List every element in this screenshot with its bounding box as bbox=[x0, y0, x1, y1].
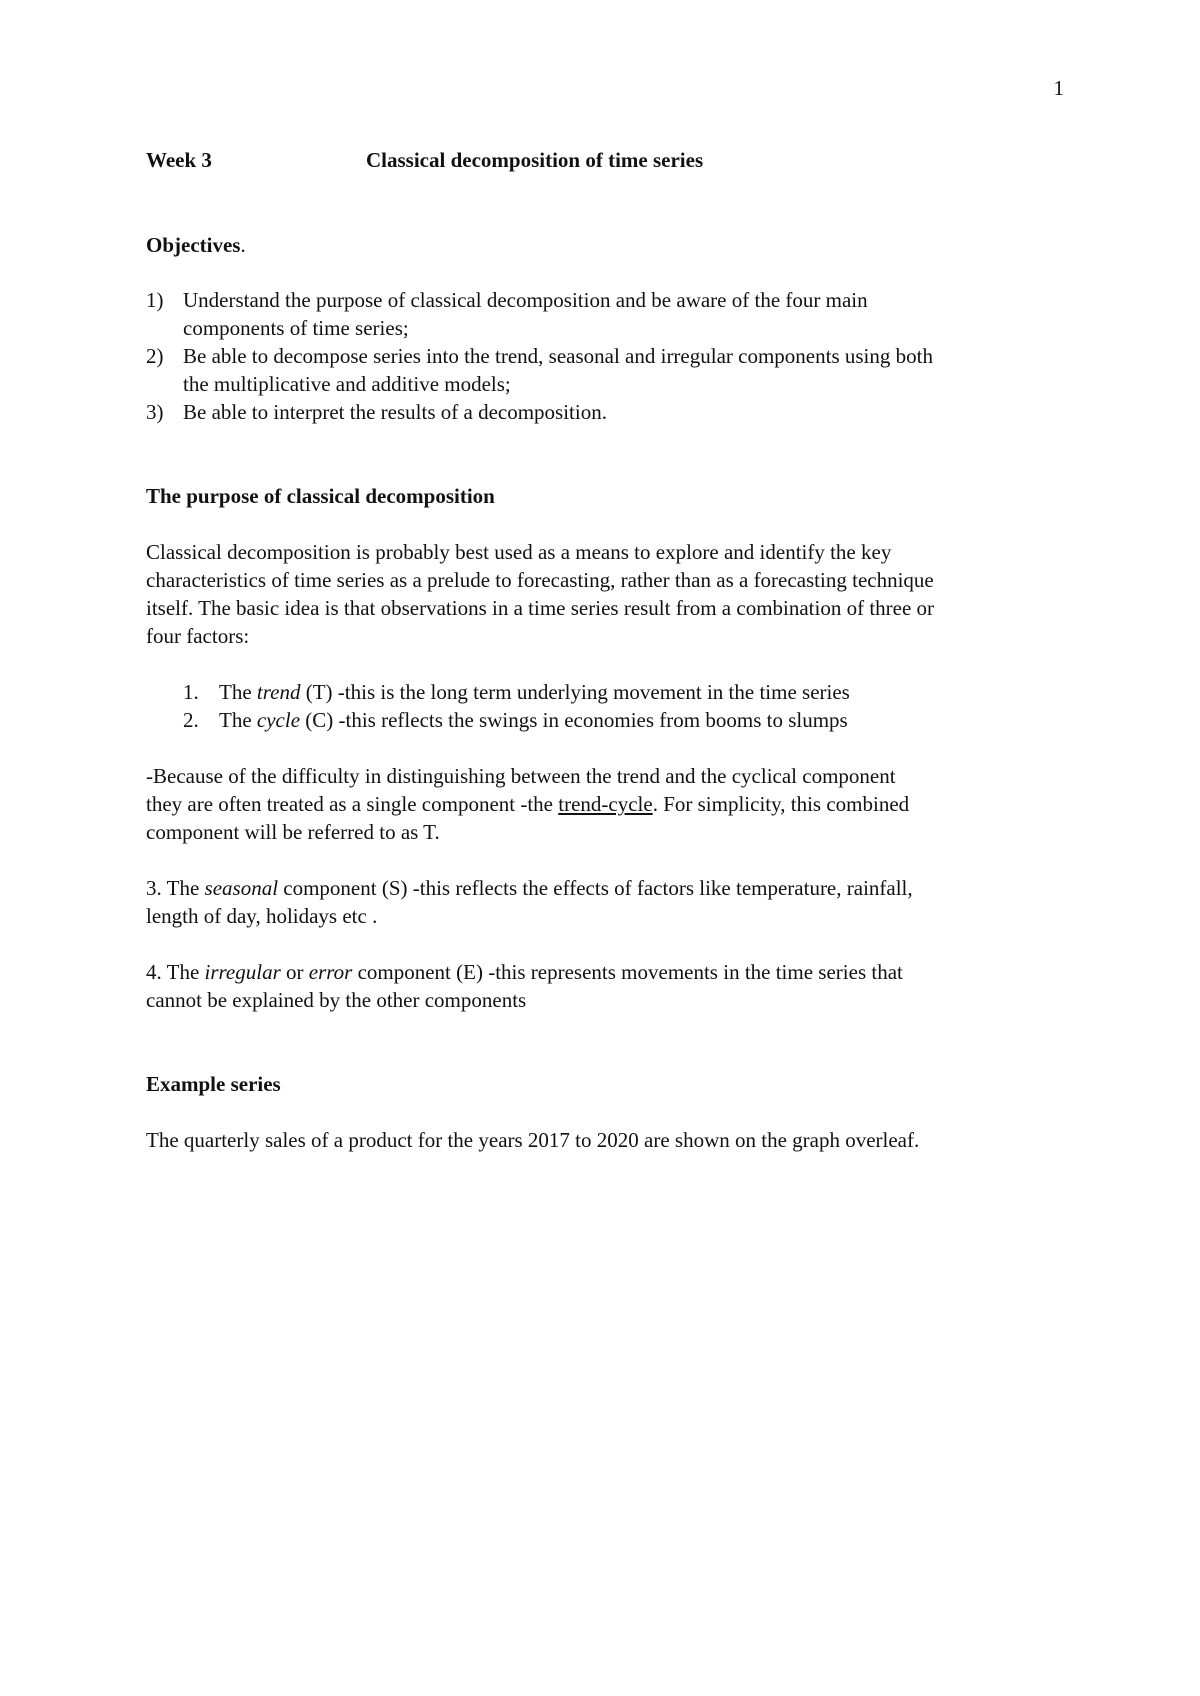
trend-cycle-paragraph: -Because of the difficulty in distinguishing between the trend and the cyclical component they are often treated as a single component -the trend-cycle. For simplicity, this combined component will be referred to as T. bbox=[146, 764, 910, 844]
seasonal-paragraph: 3. The seasonal component (S) -this reflects the effects of factors like temperature, rainfall, length of day, holidays etc . bbox=[146, 876, 913, 928]
document-page: 1 Week 3 Classical decomposition of time series Objectives. 1) Understand the purpose of classical decomposition and be aware of the four main components of time series; 2) Be able to decompose series into the trend, seasonal and irregular components using both the multiplicative and additive models; 3) Be able to interpret the results of a decomposition. The purpose of classical decomposition Classical decomposition is probably best used as a means to explore and identify the key characteristics of time series as a prelude to forecasting, rather than as a forecasting technique itself. The basic idea is that observations in a time series result from a combination of three or four factors: 1. The trend (T) -this is the long term underlying movement in the time series 2. The cycle (C) -this reflects the swings in economies from booms to slumps -Because of the difficulty in distinguishing between the trend and the cyclical component they are often treated as a single component -the trend-cycle. For simplicity, this combined component will be referred to as T. 3. The seasonal component (S) -this reflects the effects of factors like temperature, rainfall, length of day, holidays etc . 4. The irregular or error component (E) -this represents movements in the time series that cannot be explained by the other components Example series The quarterly sales of a product for the years 2017 to 2020 are shown on the graph overleaf. bbox=[0, 0, 1200, 1696]
irregular-paragraph: 4. The irregular or error component (E) -this represents movements in the time series that cannot be explained by the other components bbox=[146, 960, 903, 1012]
example-text: The quarterly sales of a product for the years 2017 to 2020 are shown on the graph overleaf. bbox=[146, 1128, 920, 1152]
purpose-intro-paragraph: Classical decomposition is probably best used as a means to explore and identify the key characteristics of time series as a prelude to forecasting, rather than as a forecasting technique itself. The basic idea is that observations in a time series result from a combination of three or four factors: bbox=[146, 540, 935, 648]
example-heading: Example series bbox=[146, 1072, 281, 1096]
page-title: Classical decomposition of time series bbox=[366, 148, 704, 172]
objectives-heading: Objectives. bbox=[146, 233, 246, 257]
week-label: Week 3 bbox=[146, 148, 212, 172]
purpose-heading: The purpose of classical decomposition bbox=[146, 484, 495, 508]
page-number: 1 bbox=[1053, 76, 1064, 100]
